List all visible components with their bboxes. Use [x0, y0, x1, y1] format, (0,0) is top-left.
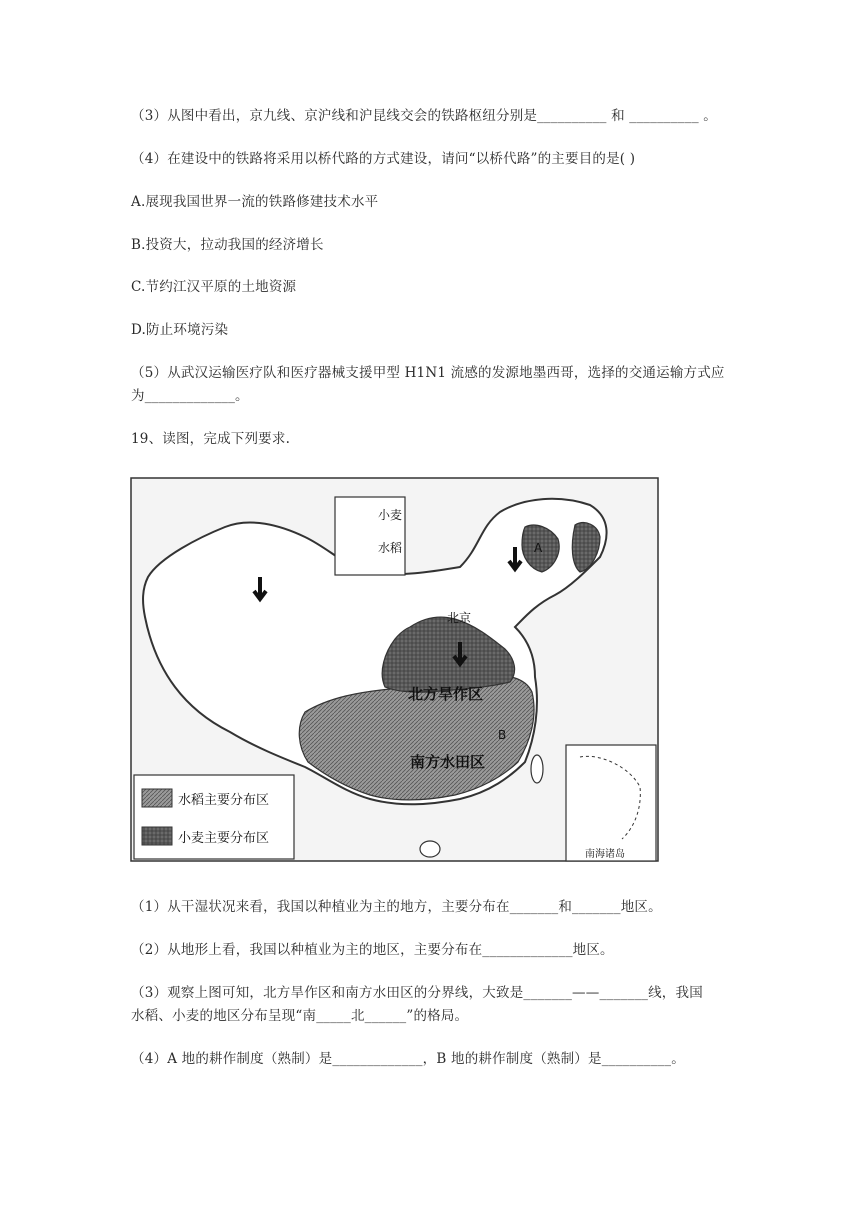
point-b-label: B	[498, 728, 507, 742]
question-19-1: （1）从干湿状况来看，我国以种植业为主的地方，主要分布在_______和_______地区。	[131, 899, 662, 915]
inset-label: 南海诸岛	[585, 849, 625, 860]
question-19-4: （4）A 地的耕作制度（熟制）是_____________，B 地的耕作制度（熟制）是__________。	[131, 1051, 685, 1067]
area-legend-box	[134, 775, 294, 859]
question-4: （4）在建设中的铁路将采用以桥代路的方式建设，请问“以桥代路”的主要目的是( )	[131, 151, 636, 167]
north-zone-label: 北方旱作区	[408, 685, 484, 703]
china-crop-map	[130, 477, 660, 863]
legend-rice-label: 水稻	[378, 541, 403, 555]
taiwan	[531, 755, 543, 783]
question-5-line2: 为_____________。	[131, 388, 249, 404]
option-b: B.投资大，拉动我国的经济增长	[131, 237, 324, 253]
wheat-area-label: 小麦主要分布区	[178, 831, 270, 846]
option-d: D.防止环境污染	[131, 322, 229, 338]
south-sea-inset	[566, 745, 656, 861]
rice-area-label: 水稻主要分布区	[178, 793, 270, 808]
rice-legend-swatch	[142, 789, 172, 807]
legend-wheat-label: 小麦	[378, 508, 403, 522]
south-zone-label: 南方水田区	[410, 753, 486, 771]
question-19-3-line2: 水稻、小麦的地区分布呈现“南_____北______”的格局。	[131, 1008, 469, 1024]
question-3: （3）从图中看出，京九线、京沪线和沪昆线交会的铁路枢纽分别是__________ 和 __________ 。	[131, 108, 717, 124]
question-5-line1: （5）从武汉运输医疗队和医疗器械支援甲型 H1N1 流感的发源地墨西哥，选择的交通运输方式应	[131, 365, 725, 381]
question-19: 19、读图，完成下列要求.	[131, 431, 291, 447]
question-19-3-line1: （3）观察上图可知，北方旱作区和南方水田区的分界线，大致是_______——_______线，我国	[131, 985, 703, 1001]
wheat-legend-swatch	[142, 827, 172, 845]
beijing-label: 北京	[447, 611, 472, 625]
point-a-label: A	[534, 541, 543, 555]
option-a: A.展现我国世界一流的铁路修建技术水平	[131, 194, 379, 210]
hainan	[420, 841, 440, 857]
question-19-2: （2）从地形上看，我国以种植业为主的地区，主要分布在_____________地区。	[131, 942, 614, 958]
option-c: C.节约江汉平原的土地资源	[131, 279, 297, 295]
